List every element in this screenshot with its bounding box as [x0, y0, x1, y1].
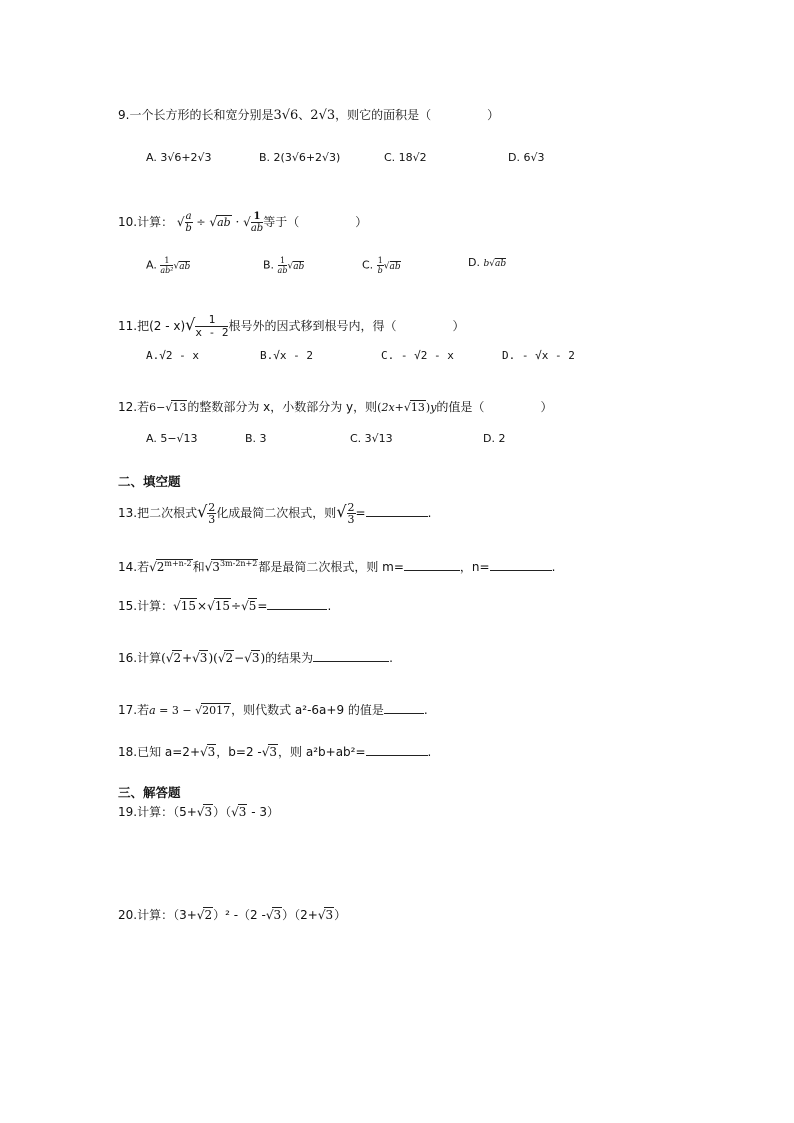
q16-stem: 16.计算 — [118, 651, 162, 665]
q9-length: 3√6 — [273, 108, 299, 123]
q9-option-b: B. 2(3√6+2√3) — [259, 151, 341, 164]
q14-end: . — [551, 560, 556, 574]
q19-stem: 19.计算：（5+ — [118, 805, 197, 819]
q11-close: ） — [452, 319, 465, 333]
q17-stem-b: ，则代数式 a²-6a+9 的值是 — [231, 703, 384, 717]
q10-sqrt-a-over-b: √ $\frac{a}{b}$ — [176, 211, 192, 234]
q11-option-b: B.√x - 2 — [260, 349, 313, 362]
q13-stem-b: 化成最简二次根式，则 — [216, 506, 337, 520]
q10-option-a: A. $\frac{1}{\text{ab²}}$ √ab — [146, 256, 191, 275]
q11-option-c: C. - √2 - x — [381, 349, 454, 362]
q12-option-b: B. 3 — [245, 432, 267, 445]
q14-and: 和 — [192, 560, 205, 574]
q18-answer-blank[interactable] — [366, 743, 428, 756]
q12-option-c: C. 3√13 — [350, 432, 393, 445]
q18-stem-c: ，则 a²b+ab²= — [278, 745, 366, 759]
q9-sep: 、 — [298, 108, 311, 122]
q9-width: 2√3 — [310, 108, 336, 123]
q20-stem: 20.计算：（3+ — [118, 908, 197, 922]
question-18: 18.已知 a=2+√3，b=2 -√3，则 a²b+ab²= . — [118, 745, 432, 759]
q12-option-d: D. 2 — [483, 432, 506, 445]
q9-close: ） — [487, 108, 500, 122]
q10-option-d: D. b√ab — [468, 256, 507, 269]
q10-option-b: B. $\frac{1}{ab}$ √ab — [263, 256, 305, 275]
q18-stem-b: ，b=2 - — [216, 745, 262, 759]
q20-end: ） — [334, 908, 347, 922]
q19-mid: ）（ — [213, 805, 232, 819]
q10-close: ） — [355, 215, 368, 229]
question-17: 17.若a = 3 − √2017，则代数式 a²-6a+9 的值是 . — [118, 703, 428, 717]
q16-answer-blank[interactable] — [313, 649, 389, 662]
q16-stem-b: 的结果为 — [265, 651, 314, 665]
question-15: 15.计算：√15×√15÷√5= . — [118, 599, 332, 613]
q18-stem: 18.已知 a=2+ — [118, 745, 200, 759]
q16-end: . — [389, 651, 393, 665]
q15-stem: 15.计算： — [118, 599, 174, 613]
section-solve-heading: 三、解答题 — [118, 785, 181, 800]
question-11 — [118, 314, 465, 339]
question-20: 20.计算：（3+√2）² -（2 -√3）（2+√3） — [118, 908, 347, 922]
q20-mid: ）² -（2 - — [213, 908, 266, 922]
q19-end: - 3） — [247, 805, 279, 819]
q11-sqrt-expr: √ $\frac{1}{x - 2}$ — [185, 313, 229, 339]
question-9 — [118, 107, 499, 124]
section-fill-in-heading: 二、填空题 — [118, 474, 181, 489]
q17-answer-blank[interactable] — [384, 701, 424, 714]
q9-option-c: C. 18√2 — [384, 151, 427, 164]
q14-n-label: ，n= — [459, 560, 490, 574]
q18-end: . — [427, 745, 432, 759]
question-14: 14.若$√2^{m+n-2}$和$√3^{3m-2n+2}$都是最简二次根式，则 m= ，n= . — [118, 559, 556, 574]
q10-stem-b: 等于（ — [263, 215, 300, 229]
q20-mid2: ）（2+ — [282, 908, 318, 922]
q10-sqrt-ab: √ab — [209, 215, 231, 229]
q11-option-d: D. - √x - 2 — [502, 349, 575, 362]
q15-eq: = — [257, 599, 268, 613]
q9-stem: 9.一个长方形的长和宽分别是 — [118, 108, 274, 122]
q12-stem-c: 的值是（ — [436, 400, 485, 414]
q14-stem: 14.若 — [118, 560, 150, 574]
q14-m-blank[interactable] — [404, 558, 460, 571]
q13-stem: 13.把二次根式 — [118, 506, 198, 520]
question-13: 13.把二次根式√ $\frac{2}{3}$ 化成最简二次根式，则√ $\frac{2}{3}$ = . — [118, 501, 432, 526]
q14-stem-b: 都是最简二次根式，则 m= — [258, 560, 404, 574]
q9-option-d: D. 6√3 — [508, 151, 545, 164]
q11-stem: 11.把(2 - x) — [118, 319, 186, 333]
q15-answer-blank[interactable] — [267, 597, 327, 610]
question-12: 12.若6−√13的整数部分为 x，小数部分为 y，则(2x+√13)y的值是（ ） — [118, 400, 553, 414]
q13-end: . — [427, 506, 432, 520]
question-10: 10.计算： √ $\frac{a}{b}$ ÷ √ab · √ $\frac{1}{ab}$ 等于（ ） — [118, 211, 368, 234]
q12-close: ） — [540, 400, 553, 414]
q10-sqrt-1-over-ab: √ $\frac{1}{ab}$ — [243, 211, 264, 234]
q13-eq: = — [355, 506, 366, 520]
q17-stem: 17.若 — [118, 703, 150, 717]
q11-option-a: A.√2 - x — [146, 349, 199, 362]
q12-stem: 12.若 — [118, 400, 150, 414]
q13-answer-blank[interactable] — [366, 504, 428, 517]
q12-option-a: A. 5−√13 — [146, 432, 198, 445]
q14-n-blank[interactable] — [490, 558, 552, 571]
q9-stem-b: ，则它的面积是（ — [335, 108, 432, 122]
q10-stem: 10.计算： — [118, 215, 174, 229]
q10-option-c: C. $\frac{1}{b}$ √ab — [362, 256, 401, 275]
question-16: 16.计算(√2+√3)(√2−√3)的结果为 . — [118, 651, 393, 665]
q9-option-a: A. 3√6+2√3 — [146, 151, 212, 164]
q17-end: . — [423, 703, 428, 717]
question-19: 19.计算：（5+√3）（√3 - 3） — [118, 805, 279, 819]
q11-stem-b: 根号外的因式移到根号内，得（ — [228, 319, 397, 333]
q12-stem-b: 的整数部分为 x，小数部分为 y，则 — [187, 400, 378, 414]
q15-end: . — [327, 599, 332, 613]
